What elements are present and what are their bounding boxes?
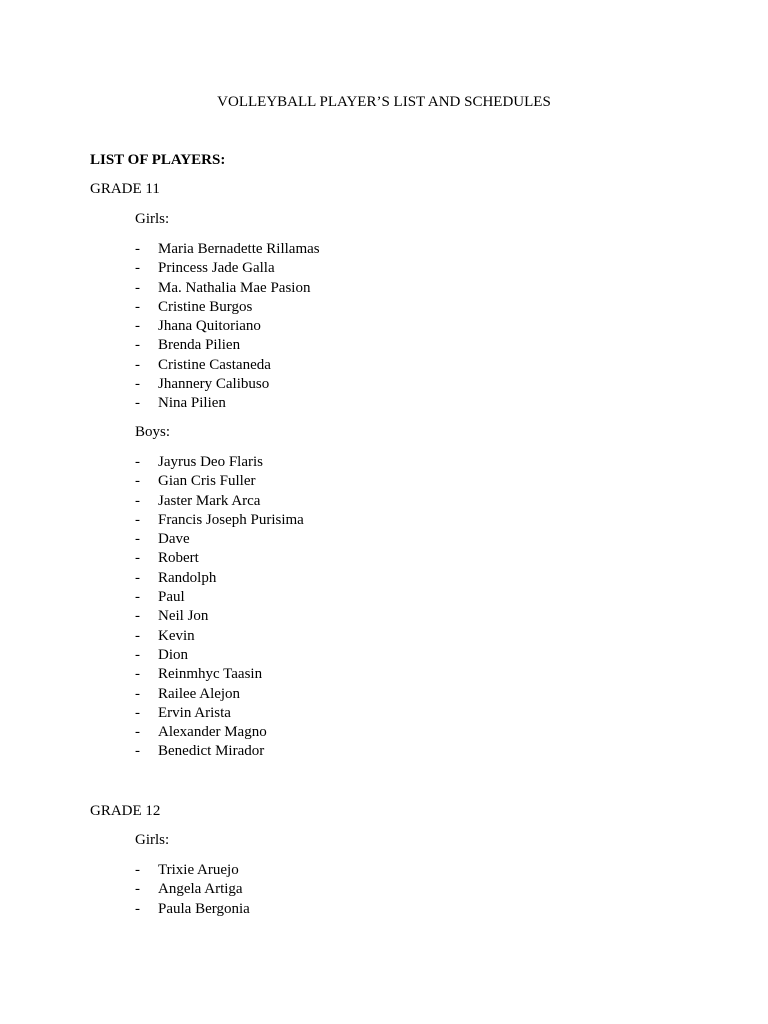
bullet-dash: - bbox=[135, 395, 140, 412]
player-name: Alexander Magno bbox=[158, 724, 267, 741]
list-item bbox=[135, 356, 320, 375]
player-name: Jayrus Deo Flaris bbox=[158, 454, 263, 470]
bullet-dash: - bbox=[135, 318, 140, 335]
player-name: Ervin Arista bbox=[158, 704, 231, 721]
bullet-dash: - bbox=[135, 646, 140, 663]
list-item bbox=[135, 685, 304, 704]
list-item bbox=[135, 549, 304, 568]
grade-12-heading: GRADE 12 bbox=[90, 803, 161, 819]
bullet-dash: - bbox=[135, 743, 140, 760]
list-item bbox=[135, 530, 304, 549]
grade-11-girls-list bbox=[135, 240, 320, 414]
bullet-dash: - bbox=[135, 627, 140, 644]
grade-12-girls-label: Girls: bbox=[135, 832, 170, 848]
bullet-dash: - bbox=[135, 492, 140, 509]
player-name: Neil Jon bbox=[158, 608, 209, 625]
bullet-dash: - bbox=[135, 666, 140, 683]
list-item bbox=[135, 492, 304, 511]
player-name: Randolph bbox=[158, 569, 217, 586]
grade-11-boys-label: Boys: bbox=[135, 424, 171, 440]
list-item bbox=[135, 375, 320, 394]
bullet-dash: - bbox=[135, 608, 140, 625]
list-item bbox=[135, 240, 320, 259]
list-item bbox=[135, 723, 304, 742]
player-name: Trixie Aruejo bbox=[158, 862, 239, 878]
list-item bbox=[135, 569, 304, 588]
player-name: Princess Jade Galla bbox=[158, 260, 275, 277]
list-heading: LIST OF PLAYERS: bbox=[90, 152, 226, 168]
list-item bbox=[135, 259, 320, 278]
bullet-dash: - bbox=[135, 685, 140, 702]
bullet-dash: - bbox=[135, 454, 140, 470]
player-name: Railee Alejon bbox=[158, 685, 241, 702]
bullet-dash: - bbox=[135, 376, 140, 393]
list-item bbox=[135, 704, 304, 723]
player-name: Dave bbox=[158, 531, 190, 548]
player-name: Paul bbox=[158, 589, 185, 606]
player-name: Angela Artiga bbox=[158, 881, 243, 898]
list-item bbox=[135, 646, 304, 665]
list-item bbox=[135, 511, 304, 530]
bullet-dash: - bbox=[135, 279, 140, 296]
bullet-dash: - bbox=[135, 862, 140, 878]
bullet-dash: - bbox=[135, 260, 140, 277]
player-name: Reinmhyc Taasin bbox=[158, 666, 263, 683]
list-item bbox=[135, 861, 250, 880]
player-name: Robert bbox=[158, 550, 199, 567]
bullet-dash: - bbox=[135, 511, 140, 528]
bullet-dash: - bbox=[135, 900, 140, 917]
bullet-dash: - bbox=[135, 704, 140, 721]
bullet-dash: - bbox=[135, 881, 140, 898]
player-name: Jaster Mark Arca bbox=[158, 492, 261, 509]
bullet-dash: - bbox=[135, 241, 140, 257]
list-item bbox=[135, 317, 320, 336]
grade-11-boys-list bbox=[135, 453, 304, 762]
player-name: Nina Pilien bbox=[158, 395, 226, 412]
player-name: Cristine Castaneda bbox=[158, 356, 271, 373]
player-name: Paula Bergonia bbox=[158, 900, 250, 917]
player-name: Ma. Nathalia Mae Pasion bbox=[158, 279, 311, 296]
player-name: Jhana Quitoriano bbox=[158, 318, 261, 335]
list-item bbox=[135, 279, 320, 298]
list-item bbox=[135, 298, 320, 317]
list-item bbox=[135, 472, 304, 491]
list-item bbox=[135, 627, 304, 646]
bullet-dash: - bbox=[135, 569, 140, 586]
list-item bbox=[135, 453, 304, 472]
player-name: Benedict Mirador bbox=[158, 743, 265, 760]
document-title: VOLLEYBALL PLAYER’S LIST AND SCHEDULES bbox=[217, 94, 551, 110]
grade-11-girls-label: Girls: bbox=[135, 211, 170, 227]
player-name: Kevin bbox=[158, 627, 195, 644]
player-name: Maria Bernadette Rillamas bbox=[158, 241, 320, 257]
grade-11-heading: GRADE 11 bbox=[90, 181, 160, 197]
bullet-dash: - bbox=[135, 550, 140, 567]
list-item bbox=[135, 394, 320, 413]
bullet-dash: - bbox=[135, 298, 140, 315]
player-name: Dion bbox=[158, 646, 188, 663]
bullet-dash: - bbox=[135, 356, 140, 373]
bullet-dash: - bbox=[135, 589, 140, 606]
list-item bbox=[135, 742, 304, 761]
grade-12-girls-list bbox=[135, 861, 250, 919]
list-item bbox=[135, 336, 320, 355]
player-name: Brenda Pilien bbox=[158, 337, 241, 354]
list-item bbox=[135, 900, 250, 919]
player-name: Cristine Burgos bbox=[158, 298, 253, 315]
bullet-dash: - bbox=[135, 473, 140, 490]
list-item bbox=[135, 880, 250, 899]
player-name: Gian Cris Fuller bbox=[158, 473, 256, 490]
list-item bbox=[135, 588, 304, 607]
list-item bbox=[135, 665, 304, 684]
player-name: Jhannery Calibuso bbox=[158, 376, 270, 393]
bullet-dash: - bbox=[135, 724, 140, 741]
list-item bbox=[135, 607, 304, 626]
bullet-dash: - bbox=[135, 337, 140, 354]
bullet-dash: - bbox=[135, 531, 140, 548]
player-name: Francis Joseph Purisima bbox=[158, 511, 304, 528]
